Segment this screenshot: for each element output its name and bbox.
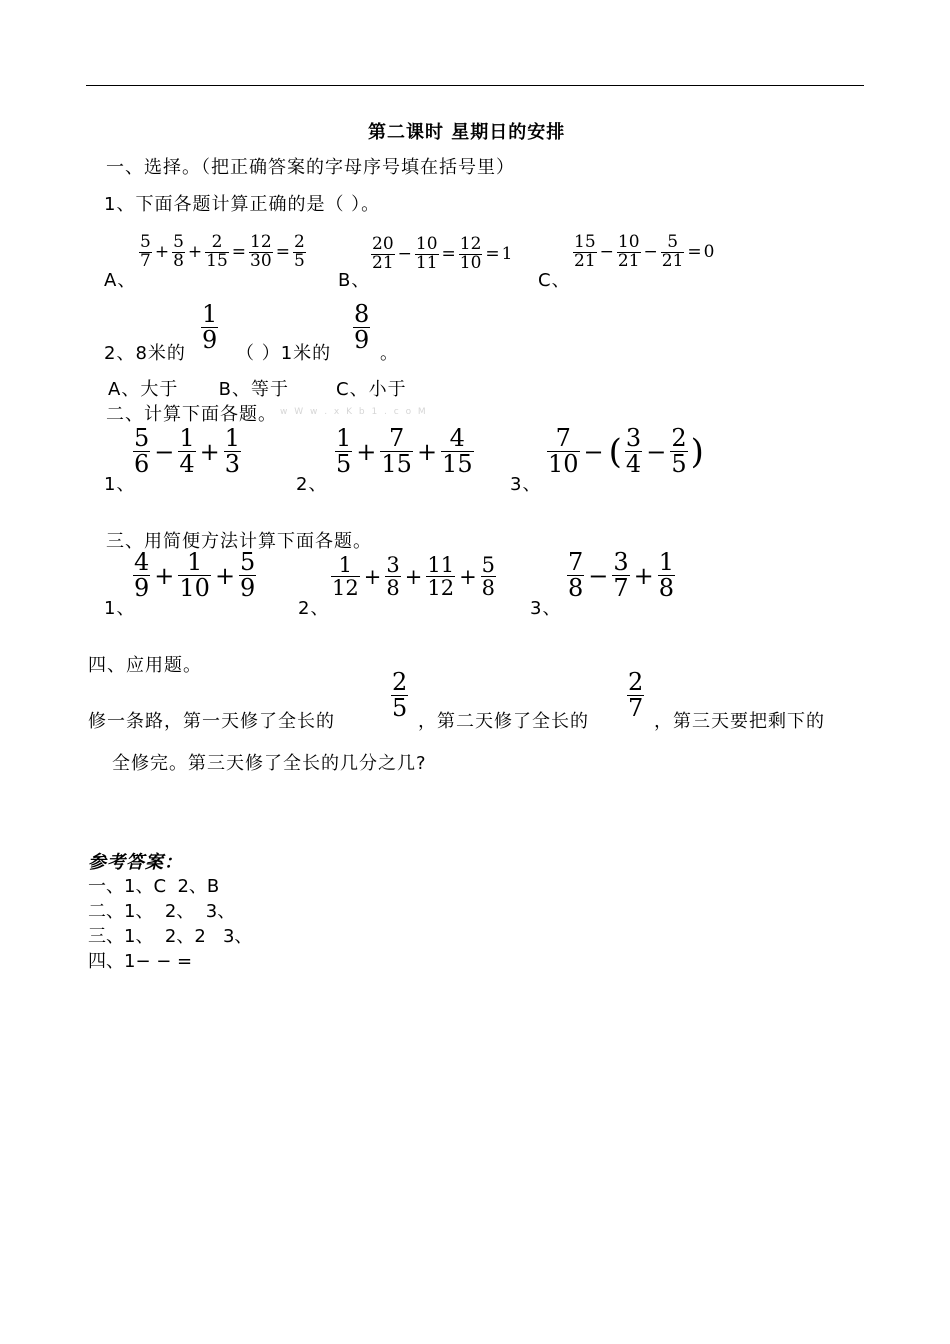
right-paren: ) — [690, 431, 704, 472]
s4-line1-part-c: ，第三天要把剩下的 — [654, 711, 825, 732]
s3-p2-expression — [330, 554, 497, 599]
fraction: $\frac{5}{6}$ — [134, 424, 150, 479]
s3-p1-expression — [132, 550, 257, 601]
operator: + — [633, 561, 654, 590]
operator: − — [397, 244, 412, 265]
fraction: $\frac{10}{21}$ — [617, 232, 640, 271]
s2-p1-label: 1、 — [104, 474, 136, 495]
operator: − — [588, 561, 609, 590]
operator: + — [416, 437, 438, 466]
fraction: $\frac{3}{8}$ — [386, 553, 400, 601]
operator: − — [599, 242, 614, 263]
fraction: $\frac{4}{9}$ — [134, 548, 150, 603]
q1-option-c-expression — [572, 234, 715, 271]
q2-part1: 2、8米的 — [104, 343, 186, 364]
operator: + — [459, 564, 477, 589]
fraction: $\frac{1}{4}$ — [179, 424, 195, 479]
fraction: $\frac{5}{21}$ — [661, 232, 684, 271]
q1-option-a-expression — [138, 234, 307, 271]
operator: + — [154, 242, 170, 263]
s3-p3-expression — [566, 550, 676, 601]
q1-label-a: A、 — [104, 270, 137, 291]
operator: − — [583, 437, 604, 466]
fraction: $\frac{5}{8}$ — [481, 553, 496, 601]
answer-line-3: 三、1、 2、2 3、 — [88, 926, 253, 947]
s3-p3-label: 3、 — [530, 598, 562, 619]
fraction: $\frac{12}{30}$ — [250, 232, 272, 271]
watermark: w W w . x K b 1 . c o M — [280, 407, 428, 417]
s2-p3-label: 3、 — [510, 474, 542, 495]
fraction: $\frac{3}{4}$ — [625, 424, 642, 479]
fraction: $\frac{7}{15}$ — [381, 424, 412, 479]
operator: − — [646, 437, 667, 466]
s2-p2-expression — [334, 426, 475, 477]
fraction: $\frac{1}{8}$ — [658, 548, 675, 603]
operator: + — [154, 561, 175, 590]
fraction: $\frac{10}{11}$ — [415, 234, 438, 273]
fraction: $\frac{5}{9}$ — [240, 548, 256, 603]
operator: + — [187, 242, 203, 263]
operator: + — [214, 561, 236, 590]
section1-heading: 一、选择。（把正确答案的字母序号填在括号里） — [106, 157, 515, 178]
result: 1 — [501, 244, 513, 265]
fraction: $\frac{2}{15}$ — [206, 232, 228, 271]
q2-part2: （ ）1米的 — [236, 343, 332, 364]
fraction: $\frac{1}{3}$ — [224, 424, 241, 479]
result: 0 — [703, 242, 715, 263]
fraction: $\frac{3}{7}$ — [613, 548, 629, 603]
operator: + — [404, 564, 423, 589]
fraction: $\frac{11}{12}$ — [427, 553, 455, 601]
answers-heading: 参考答案： — [88, 852, 183, 873]
q1-option-b-expression — [370, 236, 513, 273]
operator: + — [363, 564, 382, 589]
s4-fraction-2: $\frac{2}{7}$ — [628, 668, 644, 723]
fraction: $\frac{15}{21}$ — [574, 232, 596, 271]
fraction: $\frac{5}{7}$ — [140, 232, 151, 271]
q1-stem: 1、下面各题计算正确的是（ ）。 — [104, 194, 381, 215]
left-paren: ( — [608, 431, 622, 472]
q2-fraction-1: $\frac{1}{9}$ — [202, 300, 218, 355]
operator: + — [199, 437, 220, 466]
operator: = — [485, 244, 500, 265]
fraction: $\frac{20}{21}$ — [372, 234, 394, 273]
operator: = — [687, 242, 702, 263]
fraction: $\frac{7}{10}$ — [548, 424, 579, 479]
fraction: $\frac{1}{5}$ — [336, 424, 352, 479]
operator: = — [275, 242, 290, 263]
answer-line-2: 二、1、 2、 3、 — [88, 901, 236, 922]
q2-options: A、大于 B、等于 C、小于 — [108, 379, 407, 400]
q2-part3: 。 — [380, 343, 399, 364]
s4-line2: 全修完。第三天修了全长的几分之几? — [112, 753, 427, 774]
operator: − — [643, 242, 658, 263]
q1-label-b: B、 — [338, 270, 371, 291]
s2-p2-label: 2、 — [296, 474, 328, 495]
q1-label-c: C、 — [538, 270, 571, 291]
fraction: $\frac{2}{5}$ — [293, 232, 305, 271]
fraction: $\frac{7}{8}$ — [568, 548, 584, 603]
answer-line-1: 一、1、C 2、B — [88, 876, 220, 897]
section4-heading: 四、应用题。 — [88, 655, 202, 676]
operator: − — [154, 437, 175, 466]
s2-p1-expression — [132, 426, 242, 477]
s3-p1-label: 1、 — [104, 598, 136, 619]
page-title: 第二课时 星期日的安排 — [368, 122, 566, 143]
s4-line1-part-b: ，第二天修了全长的 — [418, 711, 589, 732]
s2-p3-expression — [546, 426, 706, 477]
section3-heading: 三、用简便方法计算下面各题。 — [106, 531, 372, 552]
s4-line1-part-a: 修一条路，第一天修了全长的 — [88, 711, 335, 732]
section2-heading: 二、计算下面各题。 — [106, 404, 277, 425]
s4-fraction-1: $\frac{2}{5}$ — [392, 668, 408, 723]
fraction: $\frac{5}{8}$ — [173, 232, 184, 271]
answer-line-4: 四、1− − = — [88, 951, 193, 972]
top-rule — [86, 85, 864, 86]
fraction: $\frac{2}{5}$ — [671, 424, 687, 479]
fraction: $\frac{4}{15}$ — [442, 424, 473, 479]
operator: + — [356, 437, 377, 466]
s3-p2-label: 2、 — [298, 598, 330, 619]
operator: = — [231, 242, 247, 263]
q2-fraction-2: $\frac{8}{9}$ — [354, 300, 370, 355]
fraction: $\frac{1}{10}$ — [179, 548, 210, 603]
fraction: $\frac{12}{10}$ — [459, 234, 482, 273]
operator: = — [441, 244, 456, 265]
fraction: $\frac{1}{12}$ — [332, 553, 359, 601]
